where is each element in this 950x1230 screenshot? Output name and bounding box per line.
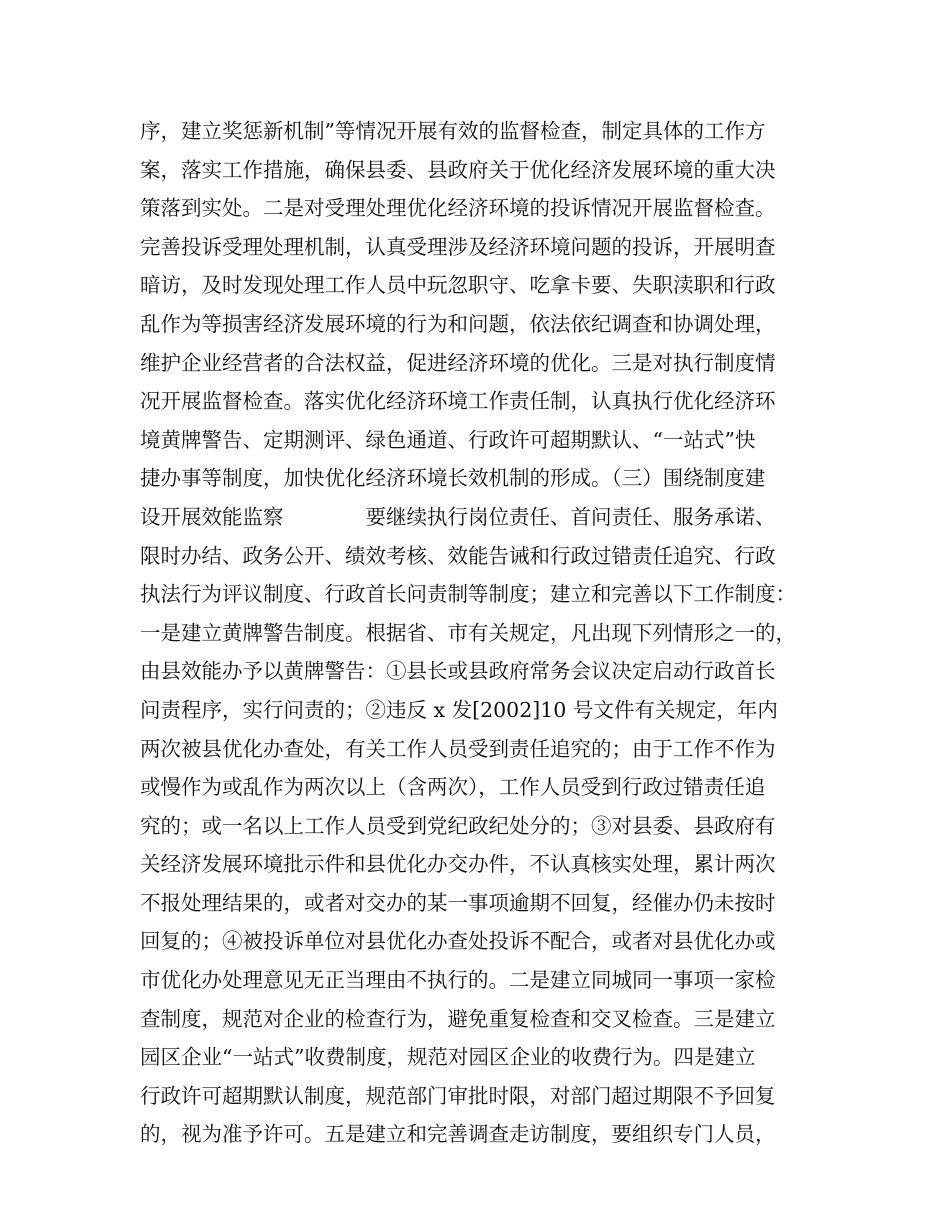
text-line: 况开展监督检查。落实优化经济环境工作责任制，认真执行优化经济环 [140, 389, 776, 414]
text-line: 乱作为等损害经济发展环境的行为和问题，依法依纪调查和协调处理， [140, 311, 776, 336]
text-line: 捷办事等制度，加快优化经济环境长效机制的形成。（三）围绕制度建 [140, 466, 766, 491]
text-line: 不报处理结果的，或者对交办的某一事项逾期不回复，经催办仍未按时 [140, 890, 776, 915]
text-line: 关经济发展环境批示件和县优化办交办件，不认真核实处理，累计两次 [140, 852, 776, 877]
text-line: 查制度，规范对企业的检查行为，避免重复检查和交叉检查。三是建立 [140, 1006, 776, 1031]
text-line: 园区企业“一站式”收费制度，规范对园区企业的收费行为。四是建立 [140, 1045, 756, 1070]
text-line: 市优化办处理意见无正当理由不执行的。二是建立同城同一事项一家检 [140, 968, 776, 993]
body-text [140, 112, 830, 1154]
text-line: 的，视为准予许可。五是建立和完善调查走访制度，要组织专门人员， [140, 1122, 776, 1147]
text-line: 策落到实处。二是对受理处理优化经济环境的投诉情况开展监督检查。 [140, 196, 776, 221]
text-line: 回复的；④被投诉单位对县优化办查处投诉不配合，或者对县优化办或 [140, 929, 776, 954]
text-line: 序，建立奖惩新机制”等情况开展有效的监督检查，制定具体的工作方 [140, 119, 766, 143]
text-line: 两次被县优化办查处，有关工作人员受到责任追究的；由于工作不作为 [140, 736, 776, 761]
text-line: 究的；或一名以上工作人员受到党纪政纪处分的；③对县委、县政府有 [140, 813, 776, 838]
text-line: 完善投诉受理处理机制，认真受理涉及经济环境问题的投诉，开展明查 [140, 234, 776, 259]
text-line: 问责程序，实行问责的；②违反 x 发[2002]10 号文件有关规定，年内 [140, 697, 778, 722]
text-line: 执法行为评议制度、行政首长问责制等制度；建立和完善以下工作制度： [140, 582, 796, 607]
text-line: 行政许可超期默认制度，规范部门审批时限，对部门超过期限不予回复 [140, 1083, 776, 1108]
text-line: 维护企业经营者的合法权益，促进经济环境的优化。三是对执行制度情 [140, 350, 776, 375]
text-line: 境黄牌警告、定期测评、绿色通道、行政许可超期默认、“一站式”快 [140, 427, 756, 452]
text-line: 由县效能办予以黄牌警告：①县长或县政府常务会议决定启动行政首长 [140, 659, 776, 684]
text-line: 限时办结、政务公开、绩效考核、效能告诫和行政过错责任追究、行政 [140, 543, 776, 568]
text-line: 设开展效能监察 要继续执行岗位责任、首问责任、服务承诺、 [140, 504, 776, 529]
text-line: 暗访，及时发现处理工作人员中玩忽职守、吃拿卡要、失职渎职和行政 [140, 273, 776, 298]
text-line: 案，落实工作措施，确保县委、县政府关于优化经济发展环境的重大决 [140, 157, 776, 182]
text-line: 一是建立黄牌警告制度。根据省、市有关规定，凡出现下列情形之一的， [140, 620, 796, 645]
text-line: 或慢作为或乱作为两次以上（含两次），工作人员受到行政过错责任追 [140, 775, 766, 800]
